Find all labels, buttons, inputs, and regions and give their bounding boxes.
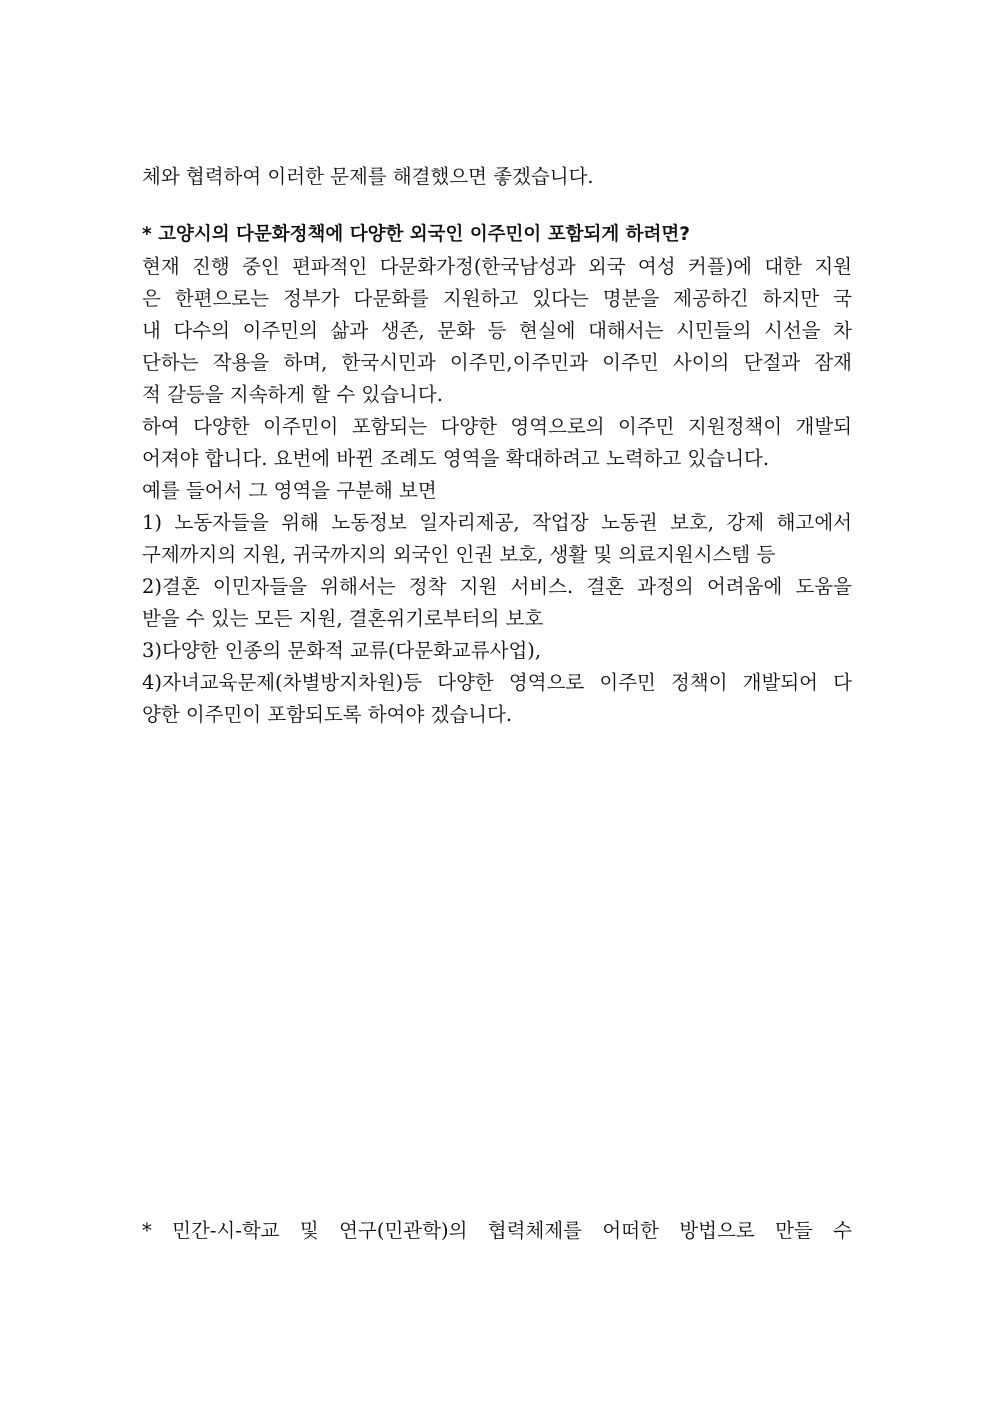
paragraph-line: 단하는 작용을 하며, 한국시민과 이주민,이주민과 이주민 사이의 단절과 잠재 [142,351,852,374]
paragraph-line: 내 다수의 이주민의 삶과 생존, 문화 등 현실에 대해서는 시민들의 시선을 차 [142,319,852,342]
list-item: 받을 수 있는 모든 지원, 결혼위기로부터의 보호 [142,607,544,630]
paragraph-line: 어져야 합니다. 요번에 바뀐 조례도 영역을 확대하려고 노력하고 있습니다. [142,447,770,470]
bottom-line: * 민간-시-학교 및 연구(민관학)의 협력체제를 어떠한 방법으로 만들 수 [142,1219,852,1242]
paragraph-line: 현재 진행 중인 편파적인 다문화가정(한국남성과 외국 여성 커플)에 대한 지원 [142,255,852,278]
paragraph-line: 예를 들어서 그 영역을 구분해 보면 [142,479,437,502]
top-line: 체와 협력하여 이러한 문제를 해결했으면 좋겠습니다. [142,165,594,188]
paragraph-line: 하여 다양한 이주민이 포함되는 다양한 영역으로의 이주민 지원정책이 개발되 [142,415,852,438]
list-item: 2)결혼 이민자들을 위해서는 정착 지원 서비스. 결혼 과정의 어려움에 도움을 [142,575,852,598]
section-heading: * 고양시의 다문화정책에 다양한 외국인 이주민이 포함되게 하려면? [142,224,691,245]
list-item: 3)다양한 인종의 문화적 교류(다문화교류사업), [142,639,542,662]
list-item: 구제까지의 지원, 귀국까지의 외국인 인권 보호, 생활 및 의료지원시스템 등 [142,543,776,566]
paragraph-line: 은 한편으로는 정부가 다문화를 지원하고 있다는 명분을 제공하긴 하지만 국 [142,287,852,310]
list-item: 1) 노동자들을 위해 노동정보 일자리제공, 작업장 노동권 보호, 강제 해고에서 [142,511,852,534]
list-item: 4)자녀교육문제(차별방지차원)등 다양한 영역으로 이주민 정책이 개발되어 다 [142,671,852,694]
paragraph-line: 적 갈등을 지속하게 할 수 있습니다. [142,383,443,406]
list-item: 양한 이주민이 포함되도록 하여야 겠습니다. [142,703,513,726]
